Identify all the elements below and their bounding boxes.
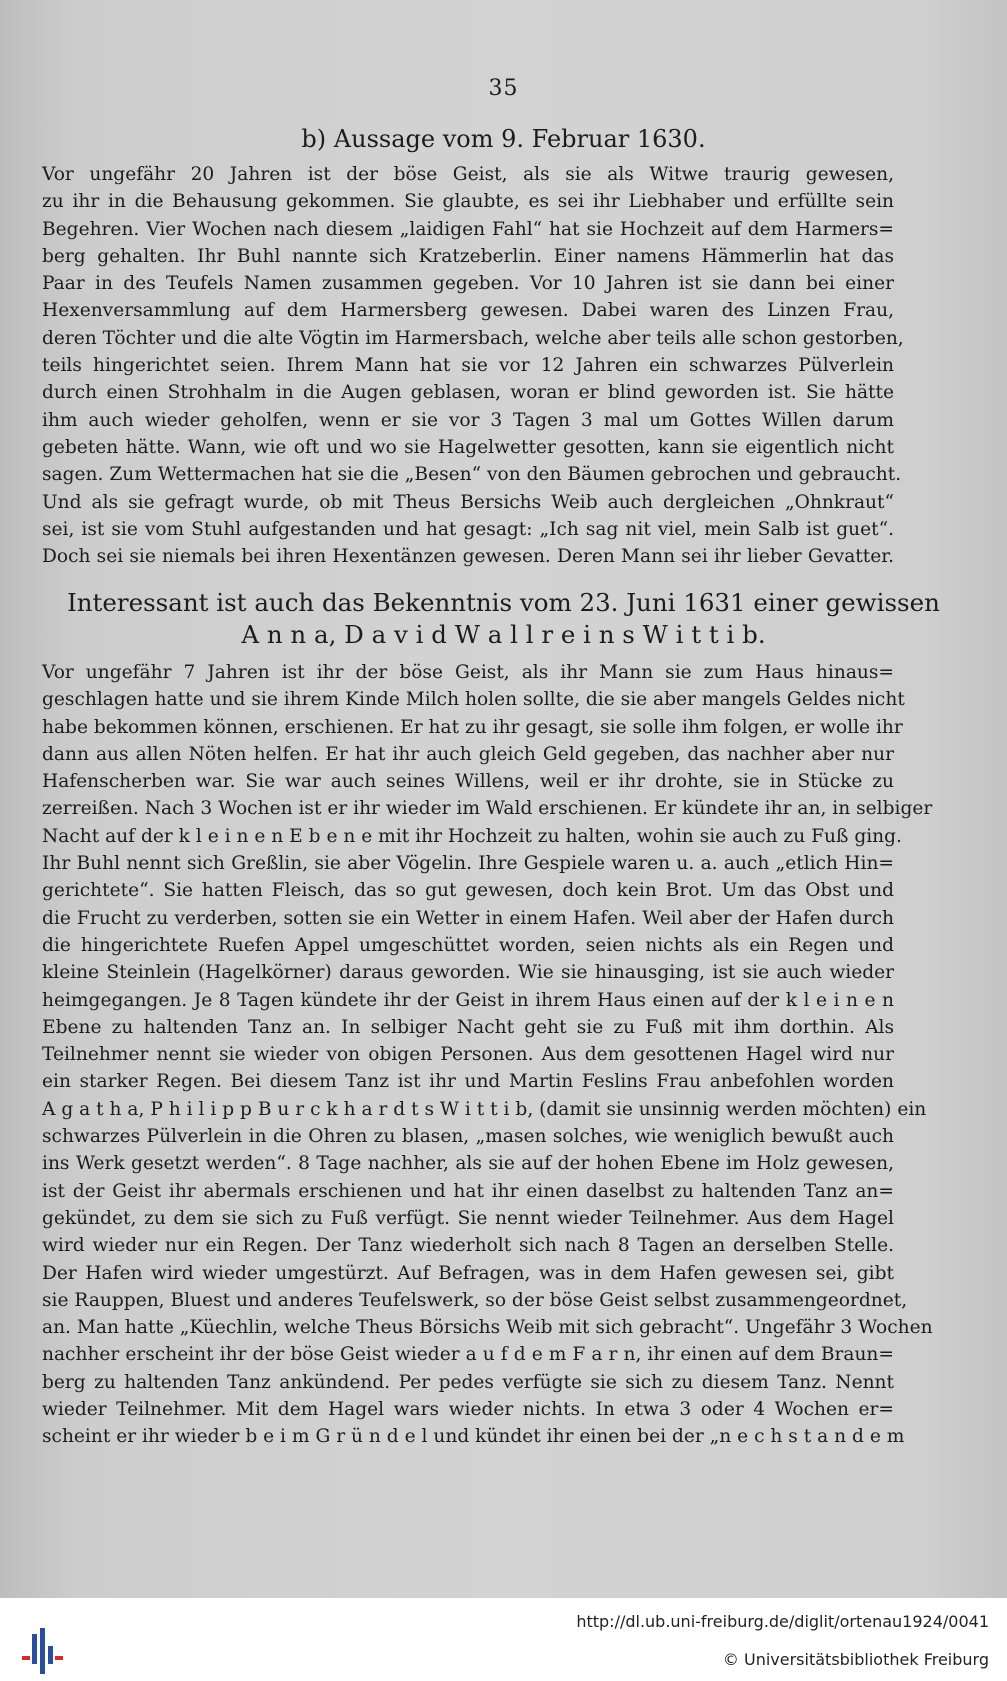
text-line: durch einen Strohhalm in die Augen geblasen, woran er blind geworden ist. Sie hätte bbox=[42, 382, 894, 404]
text-line: Vor ungefähr 7 Jahren ist ihr der böse Geist, als ihr Mann sie zum Haus hinaus= bbox=[42, 662, 894, 683]
text-line: wird wieder nur ein Regen. Der Tanz wiederholt sich nach 8 Tagen an derselben Stelle. bbox=[42, 1235, 894, 1257]
text-line: kleine Steinlein (Hagelkörner) daraus geworden. Wie sie hinausging, ist sie auch wieder bbox=[42, 962, 894, 984]
text-line: an. Man hatte „Küechlin, welche Theus Börsichs Weib mit sich gebracht“. Ungefähr 3 Wochen bbox=[42, 1317, 933, 1339]
text-line: geschlagen hatte und sie ihrem Kinde Milch holen sollte, die sie aber mangels Geldes nicht bbox=[42, 689, 905, 711]
text-line: die Frucht zu verderben, sotten sie ein Wetter in einem Hafen. Weil aber der Hafen durch bbox=[42, 907, 894, 929]
text-line: sagen. Zum Wettermachen hat sie die „Besen“ von den Bäumen gebrochen und gebraucht. bbox=[42, 464, 902, 486]
text-line: Hafenscherben war. Sie war auch seines Willens, weil er ihr drohte, sie in Stücke zu bbox=[42, 771, 894, 793]
text-line: Interessant ist auch das Bekenntnis vom 23. Juni 1631 einer gewissen bbox=[67, 588, 940, 617]
text-line: Nacht auf der k l e i n e n E b e n e mit ihr Hochzeit zu halten, wohin sie auch zu Fuß ging. bbox=[42, 825, 902, 847]
text-line: A g a t h a, P h i l i p p B u r c k h a r d t s W i t t i b, (damit sie unsinnig werden möchten) ein bbox=[42, 1098, 927, 1120]
text-line: Vor ungefähr 20 Jahren ist der böse Geist, als sie als Witwe traurig gewesen, bbox=[42, 164, 894, 185]
page-number: 35 bbox=[488, 76, 519, 101]
text-line: Doch sei sie niemals bei ihren Hexentänzen gewesen. Deren Mann sei ihr lieber Gevatter. bbox=[42, 546, 894, 568]
text-line: dann aus allen Nöten helfen. Er hat ihr auch gleich Geld gegeben, das nachher aber nur bbox=[42, 743, 894, 765]
text-line: ist der Geist ihr abermals erschienen und hat ihr einen daselbst zu haltenden Tanz an= bbox=[42, 1180, 894, 1202]
confession-heading bbox=[0, 587, 1007, 651]
paragraph-2 bbox=[42, 659, 933, 1451]
text-line: Hexenversammlung auf dem Harmersberg gewesen. Dabei waren des Linzen Frau, bbox=[42, 300, 894, 322]
text-line: sei, ist sie vom Stuhl aufgestanden und hat gesagt: „Ich sag nit viel, mein Salb ist guet“. bbox=[42, 518, 894, 540]
text-line: A n n a, D a v i d W a l l r e i n s W i t t i b. bbox=[241, 620, 766, 649]
ub-freiburg-logo-icon bbox=[22, 1628, 64, 1674]
text-line: berg zu haltenden Tanz ankündend. Per pedes verfügte sie sich zu diesem Tanz. Nennt bbox=[42, 1371, 894, 1393]
text-line: Teilnehmer nennt sie wieder von obigen Personen. Aus dem gesottenen Hagel wird nur bbox=[42, 1044, 894, 1066]
source-url-link[interactable]: http://dl.ub.uni-freiburg.de/diglit/ortenau1924/0041 bbox=[576, 1612, 989, 1631]
text-line: teils hingerichtet seien. Ihrem Mann hat sie vor 12 Jahren ein schwarzes Pülverlein bbox=[42, 355, 894, 377]
text-line: ins Werk gesetzt werden“. 8 Tage nachher, als sie auf der hohen Ebene im Holz gewesen, bbox=[42, 1153, 894, 1175]
text-line: Ihr Buhl nennt sich Greßlin, sie aber Vögelin. Ihre Gespiele waren u. a. auch „etlich Hin= bbox=[42, 853, 894, 875]
text-line: habe bekommen können, erschienen. Er hat zu ihr gesagt, sie solle ihm folgen, er wolle ihr bbox=[42, 716, 903, 738]
text-line: scheint er ihr wieder b e i m G r ü n d e l und kündet ihr einen bei der „n e c h s t a n d e m bbox=[42, 1426, 905, 1448]
footer-bar bbox=[0, 1598, 1007, 1681]
text-line: Begehren. Vier Wochen nach diesem „laidigen Fahl“ hat sie Hochzeit auf dem Harmers= bbox=[42, 218, 894, 240]
text-line: deren Töchter und die alte Vögtin im Harmersbach, welche aber teils alle schon gestorben, bbox=[42, 327, 904, 349]
text-line: die hingerichtete Ruefen Appel umgeschüttet worden, seien nichts als ein Regen und bbox=[42, 934, 894, 956]
text-line: zu ihr in die Behausung gekommen. Sie glaubte, es sei ihr Liebhaber und erfüllte sein bbox=[42, 191, 894, 213]
text-line: nachher erscheint ihr der böse Geist wieder a u f d e m F a r n, ihr einen auf dem Braun= bbox=[42, 1344, 894, 1366]
section-heading: b) Aussage vom 9. Februar 1630. bbox=[301, 125, 706, 153]
copyright-text: © Universitätsbibliothek Freiburg bbox=[722, 1650, 989, 1669]
text-line: zerreißen. Nach 3 Wochen ist er ihr wieder im Wald erschienen. Er kündete ihr an, in selbiger bbox=[42, 798, 933, 820]
text-line: berg gehalten. Ihr Buhl nannte sich Kratzeberlin. Einer namens Hämmerlin hat das bbox=[42, 245, 894, 267]
paragraph-1 bbox=[42, 161, 904, 570]
text-line: heimgegangen. Je 8 Tagen kündete ihr der Geist in ihrem Haus einen auf der k l e i n e n bbox=[42, 989, 894, 1011]
text-line: wieder Teilnehmer. Mit dem Hagel wars wieder nichts. In etwa 3 oder 4 Wochen er= bbox=[42, 1399, 894, 1421]
text-line: gekündet, zu dem sie sich zu Fuß verfügt. Sie nennt wieder Teilnehmer. Aus dem Hagel bbox=[42, 1207, 894, 1229]
text-line: Der Hafen wird wieder umgestürzt. Auf Befragen, was in dem Hafen gewesen sei, gibt bbox=[42, 1262, 894, 1284]
text-line: Ebene zu haltenden Tanz an. In selbiger Nacht geht sie zu Fuß mit ihm dorthin. Als bbox=[42, 1016, 894, 1038]
text-line: ein starker Regen. Bei diesem Tanz ist ihr und Martin Feslins Frau anbefohlen worden bbox=[42, 1071, 894, 1093]
text-line: ihm auch wieder geholfen, wenn er sie vor 3 Tagen 3 mal um Gottes Willen darum bbox=[42, 409, 894, 431]
text-line: gebeten hätte. Wann, wie oft und wo sie Hagelwetter gesotten, kann sie eigentlich nicht bbox=[42, 436, 894, 458]
text-line: sie Rauppen, Bluest und anderes Teufelswerk, so der böse Geist selbst zusammengeordnet, bbox=[42, 1289, 908, 1311]
text-line: Und als sie gefragt wurde, ob mit Theus Bersichs Weib auch dergleichen „Ohnkraut“ bbox=[42, 491, 894, 513]
text-line: schwarzes Pülverlein in die Ohren zu blasen, „masen solches, wie weniglich bewußt auch bbox=[42, 1126, 894, 1148]
text-line: gerichtete“. Sie hatten Fleisch, das so gut gewesen, doch kein Brot. Um das Obst und bbox=[42, 880, 894, 902]
text-line: Paar in des Teufels Namen zusammen gegeben. Vor 10 Jahren ist sie dann bei einer bbox=[42, 273, 894, 295]
